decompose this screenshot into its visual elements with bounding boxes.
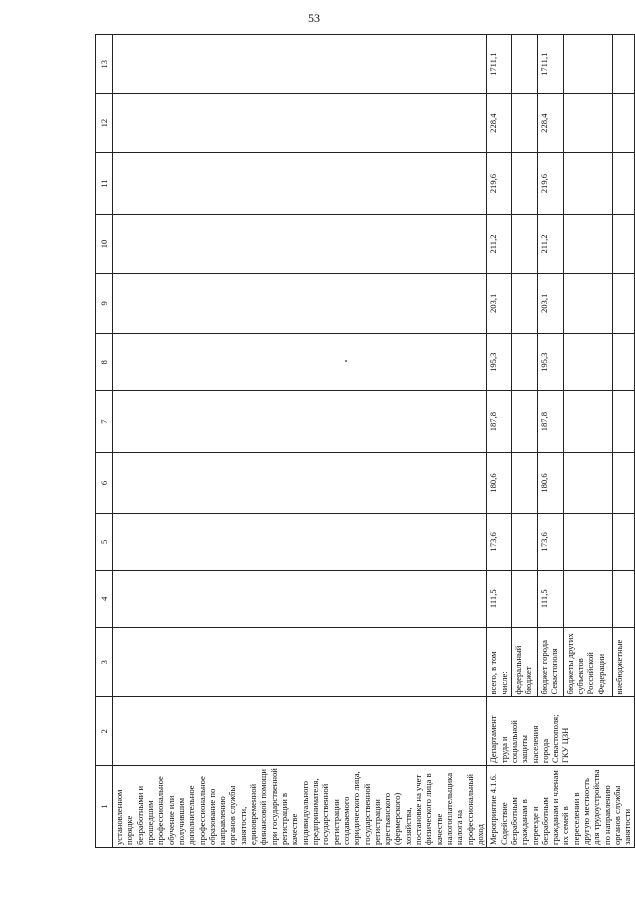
value-cell xyxy=(563,514,612,570)
value-cell xyxy=(612,94,634,152)
value-cell xyxy=(612,514,634,570)
value-cell: 219,6 xyxy=(537,152,563,214)
table-cell xyxy=(113,334,487,391)
column-header: 5 xyxy=(96,514,113,570)
value-cell: 173,6 xyxy=(537,514,563,570)
value-cell xyxy=(612,215,634,273)
column-header: 6 xyxy=(96,452,113,513)
funding-source: внебюджетные xyxy=(612,627,634,697)
value-cell xyxy=(563,334,612,391)
value-cell xyxy=(511,215,537,273)
measure-name: Мероприятие 4.1.6. Содействие безработным гражданам в переезде и безработным гражданам и членам их семей в переселении в другую местность для трудоустройства по направлению органов службы занятости xyxy=(487,766,634,848)
value-cell: 111,5 xyxy=(487,570,512,627)
column-header: 13 xyxy=(96,35,113,94)
table-cell xyxy=(113,152,487,214)
value-cell: 1711,1 xyxy=(487,35,512,94)
value-cell: 187,8 xyxy=(487,391,512,452)
table-cell xyxy=(113,570,487,627)
value-cell xyxy=(563,570,612,627)
table-cell xyxy=(113,35,487,94)
rotated-table-container xyxy=(95,34,633,848)
value-cell: 187,8 xyxy=(537,391,563,452)
executor-name: Департамент труда и социальной защиты населения города Севастополя; ГКУ ЦЗН xyxy=(487,697,634,766)
continued-measure-text: установленном порядке безработными и прошедшим профессиональное обучение или получившим дополнительное профессиональное образование по направлению органов службы занятости, единовременной финансовой помощи при государственной регистрации в качестве индивидуального предпринимателя, государственной регистрации создаваемого юридического лица, государственной регистрации крестьянского (фермерского) хозяйства, постановке на учет физического лица в качестве налогоплательщика налога на профессиональный доход xyxy=(113,766,487,848)
funding-source: всего, в том числе: xyxy=(487,627,512,697)
value-cell xyxy=(511,273,537,333)
table-cell xyxy=(113,514,487,570)
value-cell xyxy=(511,452,537,513)
value-cell xyxy=(511,514,537,570)
column-header: 8 xyxy=(96,334,113,391)
table-cell xyxy=(113,452,487,513)
value-cell xyxy=(511,35,537,94)
value-cell xyxy=(511,94,537,152)
column-header: 9 xyxy=(96,273,113,333)
funding-source: бюджеты других субъектов Российской Федерации xyxy=(563,627,612,697)
value-cell: 111,5 xyxy=(537,570,563,627)
value-cell xyxy=(563,152,612,214)
value-cell: 203,1 xyxy=(537,273,563,333)
value-cell: 219,6 xyxy=(487,152,512,214)
page-number: 53 xyxy=(308,11,320,25)
value-cell xyxy=(511,570,537,627)
funding-source: бюджет города Севастополя xyxy=(537,627,563,697)
table-cell xyxy=(113,94,487,152)
value-cell xyxy=(612,152,634,214)
value-cell xyxy=(563,35,612,94)
column-header: 10 xyxy=(96,215,113,273)
value-cell xyxy=(563,452,612,513)
column-header: 1 xyxy=(96,766,113,848)
value-cell: 203,1 xyxy=(487,273,512,333)
value-cell xyxy=(612,570,634,627)
table-row-continued xyxy=(113,35,487,848)
value-cell: 195,3 xyxy=(487,334,512,391)
value-cell: 1711,1 xyxy=(537,35,563,94)
value-cell xyxy=(612,35,634,94)
value-cell xyxy=(612,334,634,391)
header-row xyxy=(96,35,113,848)
column-header: 7 xyxy=(96,391,113,452)
table-cell xyxy=(113,215,487,273)
value-cell: 195,3 xyxy=(537,334,563,391)
column-header: 2 xyxy=(96,697,113,766)
table-cell xyxy=(113,273,487,333)
value-cell: 211,2 xyxy=(487,215,512,273)
value-cell xyxy=(612,273,634,333)
value-cell: 228,4 xyxy=(487,94,512,152)
value-cell: 228,4 xyxy=(537,94,563,152)
budget-table xyxy=(95,34,635,848)
value-cell xyxy=(563,94,612,152)
value-cell xyxy=(563,215,612,273)
table-cell xyxy=(113,627,487,697)
table-row xyxy=(487,35,512,848)
scan-speck xyxy=(345,360,347,362)
value-cell xyxy=(612,452,634,513)
value-cell xyxy=(511,334,537,391)
column-header: 3 xyxy=(96,627,113,697)
column-header: 4 xyxy=(96,570,113,627)
funding-source: федеральный бюджет xyxy=(511,627,537,697)
value-cell xyxy=(612,391,634,452)
column-header: 12 xyxy=(96,94,113,152)
value-cell: 180,6 xyxy=(537,452,563,513)
value-cell xyxy=(511,391,537,452)
value-cell: 211,2 xyxy=(537,215,563,273)
value-cell: 173,6 xyxy=(487,514,512,570)
value-cell xyxy=(511,152,537,214)
column-header: 11 xyxy=(96,152,113,214)
value-cell xyxy=(563,391,612,452)
value-cell: 180,6 xyxy=(487,452,512,513)
table-cell xyxy=(113,391,487,452)
value-cell xyxy=(563,273,612,333)
table-cell xyxy=(113,697,487,766)
